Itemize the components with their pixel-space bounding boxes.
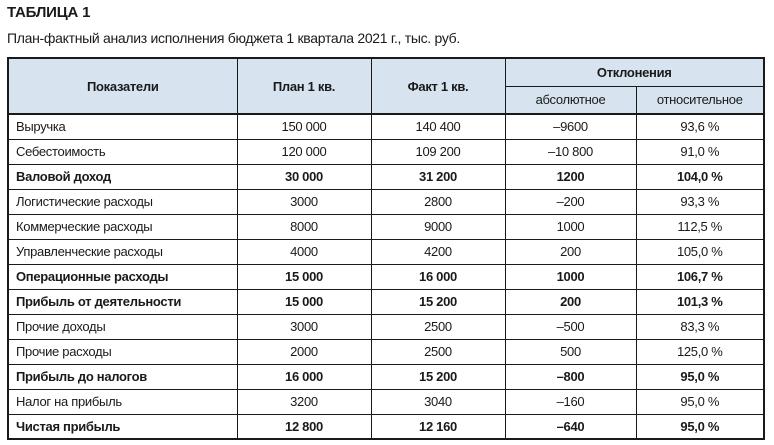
row-relative-deviation: 106,7 % <box>636 264 764 289</box>
row-indicator-name: Коммерческие расходы <box>8 214 237 239</box>
row-absolute-deviation: 200 <box>505 239 636 264</box>
row-indicator-name: Выручка <box>8 114 237 139</box>
row-fact-value: 140 400 <box>371 114 505 139</box>
row-indicator-name: Прочие доходы <box>8 314 237 339</box>
row-relative-deviation: 95,0 % <box>636 364 764 389</box>
row-fact-value: 16 000 <box>371 264 505 289</box>
row-absolute-deviation: 1000 <box>505 214 636 239</box>
row-absolute-deviation: –160 <box>505 389 636 414</box>
row-plan-value: 15 000 <box>237 264 371 289</box>
row-plan-value: 15 000 <box>237 289 371 314</box>
row-plan-value: 12 800 <box>237 414 371 439</box>
row-fact-value: 3040 <box>371 389 505 414</box>
row-indicator-name: Операционные расходы <box>8 264 237 289</box>
row-plan-value: 8000 <box>237 214 371 239</box>
table-row <box>8 314 764 339</box>
row-absolute-deviation: –640 <box>505 414 636 439</box>
row-absolute-deviation: 500 <box>505 339 636 364</box>
row-fact-value: 12 160 <box>371 414 505 439</box>
table-header <box>8 58 764 114</box>
row-fact-value: 2500 <box>371 339 505 364</box>
row-relative-deviation: 83,3 % <box>636 314 764 339</box>
row-fact-value: 2500 <box>371 314 505 339</box>
column-header-absolute: абсолютное <box>505 86 636 114</box>
column-header-indicator: Показатели <box>8 58 237 114</box>
table-row <box>8 364 764 389</box>
row-relative-deviation: 95,0 % <box>636 389 764 414</box>
row-plan-value: 150 000 <box>237 114 371 139</box>
row-indicator-name: Управленческие расходы <box>8 239 237 264</box>
row-indicator-name: Налог на прибыль <box>8 389 237 414</box>
row-fact-value: 109 200 <box>371 139 505 164</box>
table-row <box>8 139 764 164</box>
row-indicator-name: Логистические расходы <box>8 189 237 214</box>
row-indicator-name: Чистая прибыль <box>8 414 237 439</box>
row-fact-value: 2800 <box>371 189 505 214</box>
table-row <box>8 414 764 439</box>
row-relative-deviation: 95,0 % <box>636 414 764 439</box>
row-plan-value: 2000 <box>237 339 371 364</box>
table-row <box>8 214 764 239</box>
row-relative-deviation: 104,0 % <box>636 164 764 189</box>
table-row <box>8 389 764 414</box>
column-header-relative: относительное <box>636 86 764 114</box>
row-absolute-deviation: 1200 <box>505 164 636 189</box>
row-absolute-deviation: –800 <box>505 364 636 389</box>
row-fact-value: 9000 <box>371 214 505 239</box>
table-caption: План-фактный анализ исполнения бюджета 1 квартала 2021 г., тыс. руб. <box>7 30 460 46</box>
row-indicator-name: Прибыль от деятельности <box>8 289 237 314</box>
row-plan-value: 3200 <box>237 389 371 414</box>
table-row <box>8 264 764 289</box>
row-absolute-deviation: –10 800 <box>505 139 636 164</box>
row-relative-deviation: 125,0 % <box>636 339 764 364</box>
table-row <box>8 239 764 264</box>
row-absolute-deviation: 1000 <box>505 264 636 289</box>
column-header-plan: План 1 кв. <box>237 58 371 114</box>
row-indicator-name: Прибыль до налогов <box>8 364 237 389</box>
row-fact-value: 15 200 <box>371 364 505 389</box>
table-number-label: ТАБЛИЦА 1 <box>7 4 91 21</box>
row-fact-value: 15 200 <box>371 289 505 314</box>
table-row <box>8 114 764 139</box>
row-plan-value: 30 000 <box>237 164 371 189</box>
row-absolute-deviation: –9600 <box>505 114 636 139</box>
row-indicator-name: Прочие расходы <box>8 339 237 364</box>
table-row <box>8 189 764 214</box>
row-absolute-deviation: –500 <box>505 314 636 339</box>
row-plan-value: 16 000 <box>237 364 371 389</box>
row-plan-value: 3000 <box>237 189 371 214</box>
table-row <box>8 289 764 314</box>
row-fact-value: 31 200 <box>371 164 505 189</box>
column-header-fact: Факт 1 кв. <box>371 58 505 114</box>
table-row <box>8 339 764 364</box>
row-fact-value: 4200 <box>371 239 505 264</box>
table-body <box>8 114 764 439</box>
row-relative-deviation: 105,0 % <box>636 239 764 264</box>
row-relative-deviation: 93,3 % <box>636 189 764 214</box>
column-header-deviations: Отклонения <box>505 58 764 86</box>
row-absolute-deviation: 200 <box>505 289 636 314</box>
row-absolute-deviation: –200 <box>505 189 636 214</box>
row-relative-deviation: 112,5 % <box>636 214 764 239</box>
row-indicator-name: Себестоимость <box>8 139 237 164</box>
row-relative-deviation: 93,6 % <box>636 114 764 139</box>
row-plan-value: 4000 <box>237 239 371 264</box>
row-indicator-name: Валовой доход <box>8 164 237 189</box>
row-plan-value: 120 000 <box>237 139 371 164</box>
budget-table <box>7 57 765 440</box>
row-relative-deviation: 101,3 % <box>636 289 764 314</box>
table-row <box>8 164 764 189</box>
row-plan-value: 3000 <box>237 314 371 339</box>
row-relative-deviation: 91,0 % <box>636 139 764 164</box>
